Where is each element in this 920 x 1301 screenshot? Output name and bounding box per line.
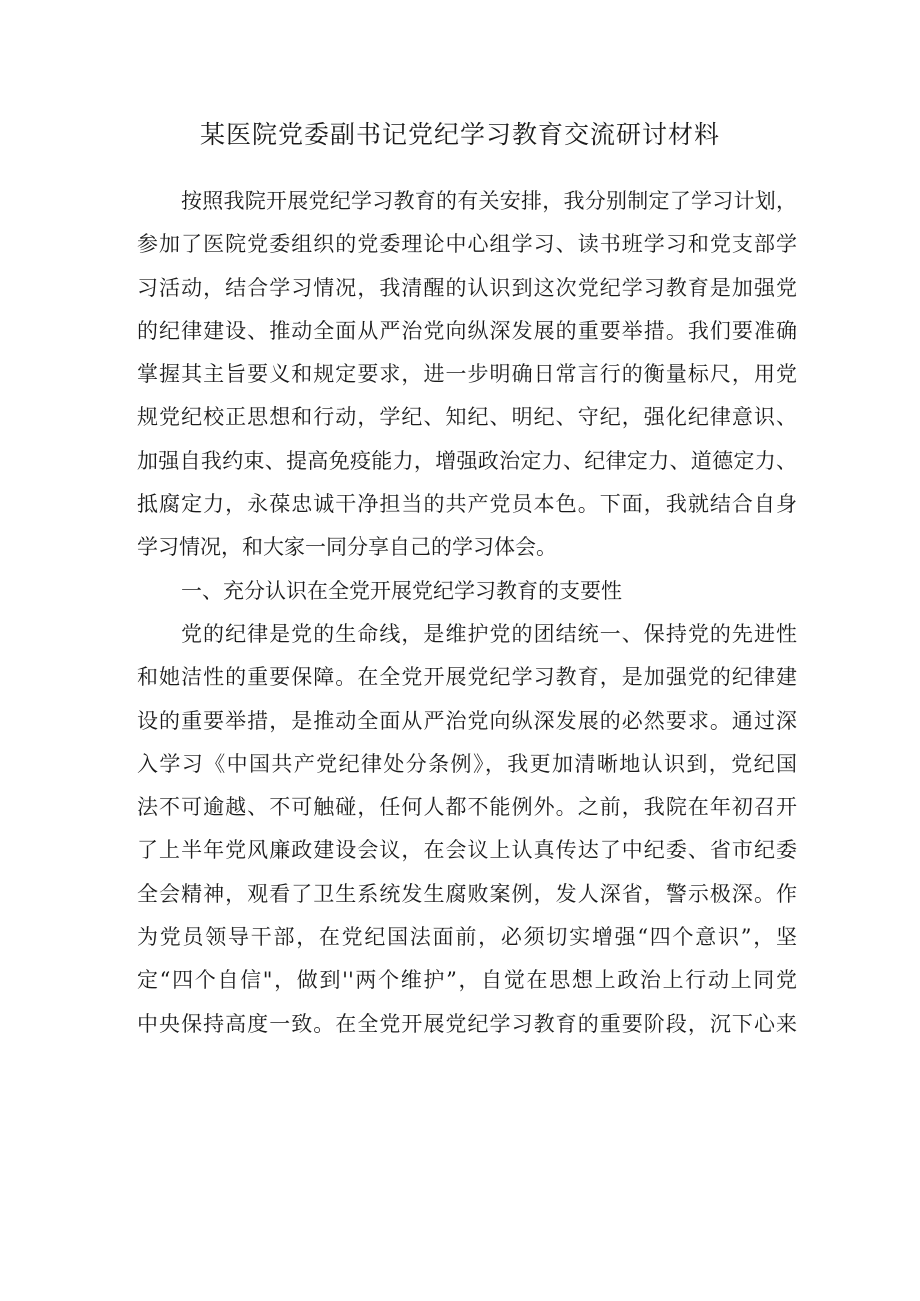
text-line: 按照我院开展党纪学习教育的有关安排，我分别制定了学习计划，	[181, 189, 797, 213]
text-line: 抵腐定力，永葆忠诚干净担当的共产党员本色。下面，我就结合自身	[137, 492, 797, 517]
text-line: 和她洁性的重要保障。在全党开展党纪学习教育，是加强党的纪律建	[137, 665, 797, 690]
paragraph-2	[137, 613, 797, 1046]
text-line: 为党员领导干部，在党纪国法面前，必须切实增强“四个意识”，坚	[137, 925, 797, 950]
text-line: 党的纪律是党的生命线，是维护党的团结统一、保持党的先进性	[181, 621, 797, 646]
text-line: 了上半年党风廉政建设会议，在会议上认真传达了中纪委、省市纪委	[137, 838, 797, 863]
text-line: 全会精神，观看了卫生系统发生腐败案例，发人深省，警示极深。作	[137, 881, 797, 906]
text-line: 法不可逾越、不可触碰，任何人都不能例外。之前，我院在年初召开	[137, 795, 797, 820]
text-line: 加强自我约束、提高免疫能力，增强政治定力、纪律定力、道德定力、	[137, 448, 797, 473]
section-heading: 一、充分认识在全党开展党纪学习教育的支要性	[181, 578, 622, 603]
text-line: 设的重要举措，是推动全面从严治党向纵深发展的必然要求。通过深	[137, 708, 797, 733]
text-line: 掌握其主旨要义和规定要求，进一步明确日常言行的衡量标尺，用党	[137, 362, 797, 387]
document-body	[137, 180, 797, 1046]
text-line: 中央保持高度一致。在全党开展党纪学习教育的重要阶段，沉下心来	[137, 1011, 797, 1036]
text-line: 入学习《中国共产党纪律处分条例》，我更加清晰地认识到，党纪国	[137, 751, 797, 776]
document-title: 某医院党委副书记党纪学习教育交流研讨材料	[199, 120, 720, 149]
text-line: 规党纪校正思想和行动，学纪、知纪、明纪、守纪，强化纪律意识、	[137, 405, 797, 430]
text-line: 习活动，结合学习情况，我清醒的认识到这次党纪学习教育是加强党	[137, 275, 797, 300]
text-line: 参加了医院党委组织的党委理论中心组学习、读书班学习和党支部学	[137, 232, 797, 257]
text-line: 定“四个自信"，做到''两个维护”，自觉在思想上政治上行动上同党	[137, 968, 797, 993]
text-line: 的纪律建设、推动全面从严治党向纵深发展的重要举措。我们要准确	[137, 318, 797, 343]
paragraph-1	[137, 180, 797, 570]
text-line: 学习情况，和大家一同分享自己的学习体会。	[137, 535, 557, 560]
